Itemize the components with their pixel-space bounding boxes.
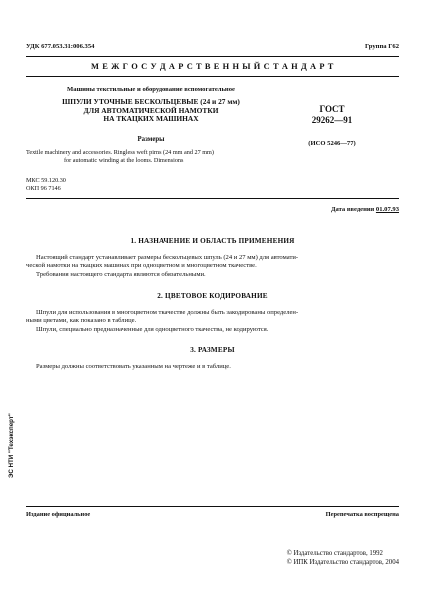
section-1-p1-line-1: Настоящий стандарт устанавливает размеры бесколъцевых шпуль (24 и 27 мм) для автомати-	[36, 254, 299, 261]
document-title	[26, 98, 276, 124]
watermark-text: ЭС НТИ "Техэксперт"	[8, 413, 15, 478]
gost-number: 29262—91	[311, 114, 353, 125]
okp-code: ОКП 96 7146	[26, 184, 61, 192]
section-2-body	[26, 309, 399, 334]
english-title-line-2: for automatic winding at the looms. Dimensions	[64, 157, 184, 164]
copyright-line-2: © ИПК Издательство стандартов, 2004	[286, 558, 399, 566]
header-rule-top	[26, 56, 399, 57]
introduction-date-label: Дата введения	[330, 206, 375, 213]
english-title-line-1: Textile machinery and accessories. Ringless weft pirns (24 mm and 27 mm)	[26, 149, 214, 156]
section-3-heading: 3. РАЗМЕРЫ	[190, 346, 235, 354]
english-title	[26, 149, 214, 165]
category-line: Машины текстильные и оборудование вспомогательное	[67, 86, 235, 93]
reprint-prohibited: Перепечатка воспрещена	[325, 511, 399, 518]
section-2-p1-line-1: Шпули для использования в многоцветном ткачестве должны быть закодированы определен-	[36, 309, 299, 316]
introduction-date-value: 01.07.93	[375, 206, 399, 213]
title-line-3: НА ТКАЦКИХ МАШИНАХ	[103, 114, 199, 124]
mks-code: МКС 59.120.30	[26, 177, 66, 184]
section-3-body: Размеры должны соответствовать указанным на чертеже и в таблице.	[36, 363, 231, 370]
section-1-p2: Требования настоящего стандарта являются обязательными.	[36, 270, 206, 278]
gost-label: ГОСТ	[319, 104, 345, 114]
title-line-2: ДЛЯ АВТОМАТИЧЕСКОЙ НАМОТКИ	[83, 105, 219, 115]
document-subtitle: Размеры	[137, 136, 165, 143]
group-code: Группа Г62	[365, 43, 399, 50]
standard-banner: М Е Ж Г О С У Д А Р С Т В Е Н Н Ы Й С Т А Н Д А Р Т	[91, 62, 334, 71]
iso-reference: (ИСО 5246—77)	[308, 140, 356, 147]
classification-codes	[26, 177, 66, 193]
section-2-p2: Шпули, специально предназначенные для одноцветного ткачества, не кодируются.	[36, 325, 269, 333]
title-divider	[26, 198, 399, 199]
gost-designation	[302, 104, 362, 125]
section-1-heading: 1. НАЗНАЧЕНИЕ И ОБЛАСТЬ ПРИМЕНЕНИЯ	[130, 237, 295, 245]
udk-code: УДК 677.053.31:006.354	[26, 43, 95, 50]
section-1-p1-line-2: ческой намотки на ткацких машинах при одноцветном и многоцветном ткачестве.	[26, 262, 257, 270]
section-1-body	[26, 254, 399, 279]
section-2-heading: 2. ЦВЕТОВОЕ КОДИРОВАНИЕ	[157, 292, 268, 300]
copyright-line-1: © Издательство стандартов, 1992	[286, 550, 383, 557]
introduction-date	[331, 206, 399, 213]
header-rule-bottom	[26, 76, 399, 77]
official-edition: Издание официальное	[26, 511, 91, 518]
section-2-p1-line-2: ными цветами, как показано в таблице.	[26, 317, 137, 325]
title-line-1: ШПУЛИ УТОЧНЫЕ БЕСКОЛЬЦЕВЫЕ (24 и 27 мм)	[62, 97, 240, 106]
footer-rule	[26, 506, 399, 507]
copyright-block	[287, 550, 399, 568]
